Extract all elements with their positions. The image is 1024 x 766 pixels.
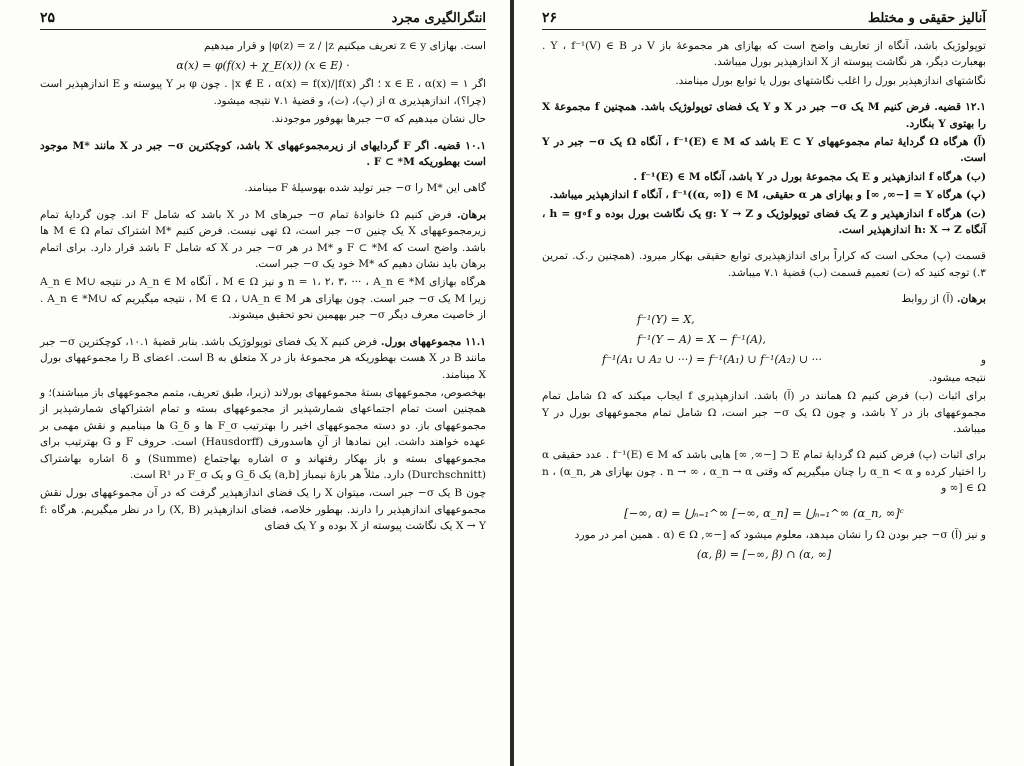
paragraph-text: بهخصوص، مجموعههای بستهٔ مجموعههای بورلاند (زیرا، طبق تعریف، متمم مجموعههای باز میباشند)؛ و همچنین است تمام اجتماعهای شمارشپذیر از مجموعههای بسته و تمام اشتراکهای شمارشپذیر از مجموعههای باز. دو دسته مجموعههای اخیر را بهترتیب F_σ ها و G_δ ها مینامیم و نقش مهمی بر عهده خواهند داشت. این نمادها از آنِ هاسدورف (Hausdorff) است. حروف F و G بهترتیب برای مجموعههای بسته و باز بهکار رفتهاند و σ اشاره بهاجتماع (Summe) و δ اشاره بهاشتراک (Durchschnitt) دارد. مثلاً هر بازهٔ نیمباز [a,b) یک G_δ و یک F_σ در R¹ است. [40, 386, 486, 481]
paragraph-text: نتیجه میشود. [928, 371, 986, 384]
paragraph-text: (ت) هرگاه f اندازهپذیر و Z یک فضای توپولوژیک و g: Y → Z یک نگاشت بورل بوده و h = g∘f ، آنگاه h: X → Z اندازهپذیر است. [542, 207, 986, 237]
page-header [542, 10, 986, 30]
formula-side-word: و [980, 353, 986, 366]
page-body [40, 38, 486, 535]
paragraph-text: هرگاه بهازای n = ۱، ۲، ۳، ··· ، A_n ∈ *M و نیز M ∈ Ω ، آنگاه A_n ∈ M در نتیجه ∪A_n ∈ M زیرا M یک σ− جبر است. چون بهازای هر M ∈ Ω ، ∪A_n ∈ M ، نتیجه میگیریم که ∪A_n ∈ *M . از خاصیت معرف دیگر σ− جبر بههمین نحو تحقیق میشوند. [40, 276, 486, 322]
paragraph [542, 527, 986, 543]
paragraph [542, 134, 986, 167]
paragraph-text: فرض کنیم X یک فضای توپولوژیک باشد. بنابر قضیهٔ ۱۰.۱، کوچکترین σ− جبر مانند B در X هست بهطوریکه هر مجموعهٔ باز در X متعلق به B است. اعضای B را مجموعههای بورل X مینامند. [40, 335, 486, 381]
paragraph-text: نگاشتهای اندازهپذیر بورل را اغلب نگاشتهای بورل یا توابع بورل مینامند. [675, 74, 986, 87]
page-number: ۲۵ [40, 10, 56, 26]
paragraph-label: ۱۱.۱ مجموعههای بورل. [380, 335, 486, 348]
paragraph [542, 206, 986, 239]
paragraph-text: فرض کنیم Ω خانوادهٔ تمام σ− جبرهای M در X باشد که شامل F اند. چون گردایهٔ تمام زیرمجموعههای X یک چنین σ− جبر است، Ω تهی نیست. فرض کنیم *M اشتراک تمام M ∈ Ω ها باشد. واضح است که F ⊂ *M و *M در هر σ− جبر در X که شامل F باشد قرار دارد. برای اتمام برهان باید نشان دهیم که *M خود یک σ− جبر است. [40, 208, 486, 271]
paragraph-text: چون B یک σ− جبر است، میتوان X را یک فضای اندازهپذیر گرفت که در آن مجموعههای بورل نقش مجموعههای اندازهپذیر را دارند. بهطور خلاصه، فضای اندازهپذیر (X, B) را در نظر میگیریم. هرگاه f: X → Y یک نگاشت پیوسته از X بوده و Y یک فضای [40, 487, 486, 533]
paragraph [40, 274, 486, 323]
header-title: آنالیز حقیقی و مختلط [868, 11, 986, 26]
paragraph [542, 370, 986, 386]
math-formula: α(x) = φ(f(x) + χ_E(x)) (x ∈ E) · [176, 59, 350, 73]
paragraph-text: (پ) هرگاه Y = [−∞, ∞] و بهازای هر α حقیقی، f⁻¹((α, ∞]) ∈ M ، آنگاه f اندازهپذیر میباشد. [549, 189, 986, 202]
paragraph-text: (ب) هرگاه f اندازهپذیر و E یک مجموعهٔ بورل در Y باشد، آنگاه f⁻¹(E) ∈ M . [633, 170, 986, 183]
paragraph-text: (آ) از روابط [901, 293, 954, 306]
paragraph-text: حال نشان میدهیم که σ− جبرها بهوفور موجودند. [271, 113, 486, 126]
paragraph-text: و نیز (آ) σ− جبر بودن Ω را نشان میدهد، معلوم میشود که [−∞, α) ∈ Ω . همین امر در مورد [574, 528, 986, 541]
page-number: ۲۶ [542, 10, 558, 26]
page-body [542, 38, 986, 565]
paragraph-text: اگر x ∈ E ، α(x) = ۱ ؛ اگر x ∉ E ، α(x) = f(x)/|f(x)| . چون φ بر Y پیوسته و E اندازهپذیر است (چرا؟)، اندازهپذیری α از (پ)، (ت)، و قضیهٔ ۷.۱ نتیجه میشود. [40, 78, 487, 107]
paragraph [542, 73, 986, 89]
paragraph [40, 111, 486, 127]
math-formula: f⁻¹(Y) = X, [637, 312, 695, 326]
paragraph [542, 248, 986, 281]
paragraph-label: برهان. [956, 293, 986, 306]
header-title: انتگرالگیری مجرد [391, 11, 486, 26]
paragraph-label: برهان. [456, 208, 487, 221]
paragraph [542, 38, 986, 71]
paragraph [40, 76, 486, 109]
paragraph-text: توپولوژیک باشد، آنگاه از تعاریف واضح است که بهازای هر مجموعهٔ باز V در Y ، f⁻¹(V) ∈ B . بهعبارت دیگر، هر نگاشت پیوسته از X اندازهپذیر بورل میباشد. [542, 40, 986, 69]
paragraph-text: (آ) هرگاه Ω گردایهٔ تمام مجموعههای E ⊂ Y باشد که f⁻¹(E) ∈ M ، آنگاه Ω یک σ− جبر در Y است. [542, 136, 986, 165]
paragraph-text: قسمت (پ) محکی است که کراراً برای اندازهپذیری توابع حقیقی بهکار میرود. (همچنین ر.ک. تمرین ۳.) توجه کنید که (ت) تعمیم قسمت (ب) قضیهٔ ۷.۱ میباشد. [542, 250, 986, 279]
paragraph-text: برای اثبات (پ) فرض کنیم Ω گردایهٔ تمام E ⊂ [−∞, ∞] هایی باشد که f⁻¹(E) ∈ M . عدد حقیقی α را اختیار کرده و α_n < α را چنان میگیریم که وقتی n → ∞ ، α_n → α . چون بهازای هر n ، (α_n, ∞] ∈ Ω و [542, 449, 987, 495]
paragraph [542, 169, 986, 185]
paragraph-text: گاهی این *M را σ− جبر تولید شده بهوسیلهٔ F مینامند. [244, 182, 486, 195]
math-formula: (α, β) = [−∞, β) ∩ (α, ∞] [696, 547, 832, 561]
paragraph-text: ۱۲.۱ قضیه. فرض کنیم M یک σ− جبر در X و Y یک فضای توپولوژیک باشد. همچنین f مجموعهٔ X را بهتوی Y بنگارد. [542, 101, 986, 130]
paragraph [40, 385, 486, 483]
math-formula-row [542, 350, 986, 370]
math-formula: [−∞, α) = ⋃ₙ₌₁^∞ [−∞, α_n] = ⋃ₙ₌₁^∞ (α_n, ∞]ᶜ [624, 505, 904, 520]
paragraph [40, 334, 486, 383]
paragraph [542, 291, 986, 307]
math-formula: f⁻¹(Y − A) = X − f⁻¹(A), [637, 332, 766, 346]
paragraph [542, 187, 986, 203]
paragraph-text: است. بهازای z ∈ y تعریف میکنیم φ(z) = z / |z| و قرار میدهیم [204, 40, 486, 52]
math-formula: f⁻¹(A₁ ∪ A₂ ∪ ···) = f⁻¹(A₁) ∪ f⁻¹(A₂) ∪ ··· [602, 352, 823, 366]
paragraph [40, 485, 486, 534]
paragraph [542, 388, 986, 437]
paragraph [542, 99, 986, 132]
paragraph [40, 38, 486, 54]
paragraph [40, 180, 486, 196]
left-page [0, 0, 510, 766]
paragraph [40, 207, 486, 273]
page-header [40, 10, 486, 30]
paragraph [542, 447, 986, 496]
right-page [514, 0, 1024, 766]
paragraph-text: برای اثبات (ب) فرض کنیم Ω همانند در (آ) باشد. اندازهپذیری f ایجاب میکند که Ω شامل تمام مجموعههای باز در Y باشد، و چون Ω یک σ− جبر است، Ω شامل تمام مجموعههای بورل در Y میباشد. [542, 390, 986, 435]
paragraph-text: ۱۰.۱ قضیه. اگر F گردایهای از زیرمجموعههای X باشد، کوچکترین σ− جبر در X مانند *M موجود است بهطوریکه F ⊂ *M . [40, 139, 487, 169]
paragraph [40, 138, 486, 171]
